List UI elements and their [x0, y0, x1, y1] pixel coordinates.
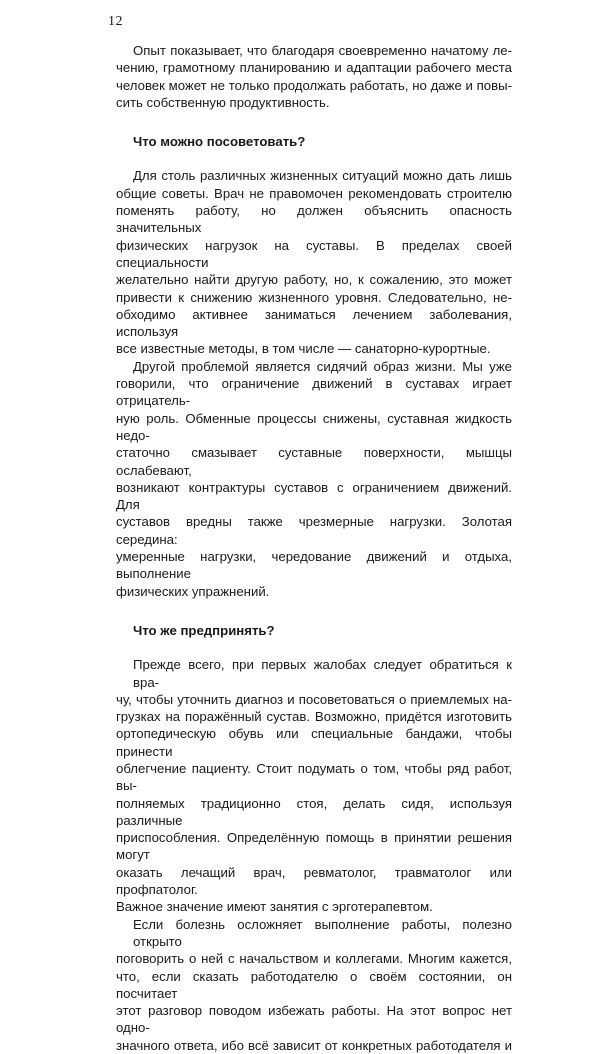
- text-line: физических упражнений.: [116, 583, 270, 599]
- text-line: человек может не только продолжать работать, но даже и повы-: [116, 77, 512, 93]
- text-line: все известные методы, в том числе — санаторно-курортные.: [116, 341, 491, 357]
- text-line: чу, чтобы уточнить диагноз и посоветоваться о приемлемых на-: [116, 691, 512, 707]
- text-line: ную роль. Обменные процессы снижены, суставная жидкость недо-: [116, 410, 512, 443]
- text-line: облегчение пациенту. Стоит подумать о том, чтобы ряд работ, вы-: [116, 760, 512, 794]
- page-body: [116, 42, 512, 1054]
- text-line: физических нагрузок на суставы. В пределах своей специальности: [116, 237, 512, 270]
- text-line: общие советы. Врач не правомочен рекомендовать строителю: [116, 185, 512, 201]
- text-line: Прежде всего, при первых жалобах следует обратиться к вра-: [133, 657, 512, 690]
- text-line: полняемых традиционно стоя, делать сидя, используя различные: [116, 795, 512, 828]
- text-line: Важное значение имеют занятия с эрготерапевтом.: [116, 899, 433, 915]
- text-line: статочно смазывает суставные поверхности, мышцы ослабевают,: [116, 445, 512, 478]
- paragraph: [116, 167, 512, 357]
- text-line: чению, грамотному планированию и адаптации рабочего места: [116, 60, 512, 76]
- paragraph: [116, 656, 512, 915]
- text-line: что, если сказать работодателю о своём состоянии, он посчитает: [116, 968, 512, 1001]
- text-line: ортопедическую обувь или специальные бандажи, чтобы принести: [116, 726, 512, 759]
- text-line: поговорить о ней с начальством и коллегами. Многим кажется,: [116, 951, 512, 967]
- text-line: Другой проблемой является сидячий образ жизни. Мы уже: [133, 358, 512, 374]
- text-line: грузках на поражённый сустав. Возможно, придётся изготовить: [116, 709, 512, 725]
- text-line: возникают контрактуры суставов с ограничением движений. Для: [116, 479, 512, 513]
- text-line: суставов вредны также чрезмерные нагрузки. Золотая середина:: [116, 514, 512, 547]
- page-number: 12: [108, 14, 123, 29]
- paragraph: [116, 42, 512, 111]
- text-line: сить собственную продуктивность.: [116, 94, 330, 110]
- section-heading: Что можно посоветовать?: [133, 134, 306, 150]
- text-line: умеренные нагрузки, чередование движений и отдыха, выполнение: [116, 549, 512, 582]
- text-line: приспособления. Определённую помощь в принятии решения могут: [116, 830, 512, 863]
- text-line: оказать лечащий врач, ревматолог, травматолог или профпатолог.: [116, 864, 512, 898]
- text-line: этот разговор поводом избежать работы. На этот вопрос нет одно-: [116, 1003, 512, 1036]
- paragraph: [116, 358, 512, 600]
- section-heading: Что же предпринять?: [133, 622, 275, 638]
- text-line: привести к снижению жизненного уровня. Следовательно, не-: [116, 289, 512, 305]
- text-line: Опыт показывает, что благодаря своевременно начатому ле-: [133, 43, 512, 58]
- text-line: обходимо активнее заниматься лечением заболевания, используя: [116, 306, 512, 340]
- paragraph: [116, 916, 512, 1054]
- text-line: поменять работу, но должен объяснить опасность значительных: [116, 203, 512, 236]
- text-line: говорили, что ограничение движений в суставах играет отрицатель-: [116, 376, 512, 409]
- text-line: Для столь различных жизненных ситуаций можно дать лишь: [133, 168, 512, 184]
- text-line: желательно найти другую работу, но, к сожалению, это может: [116, 272, 512, 288]
- text-line: значного ответа, ибо всё зависит от конкретных работодателя и: [116, 1037, 512, 1053]
- text-line: Если болезнь осложняет выполнение работы, полезно открыто: [133, 916, 512, 949]
